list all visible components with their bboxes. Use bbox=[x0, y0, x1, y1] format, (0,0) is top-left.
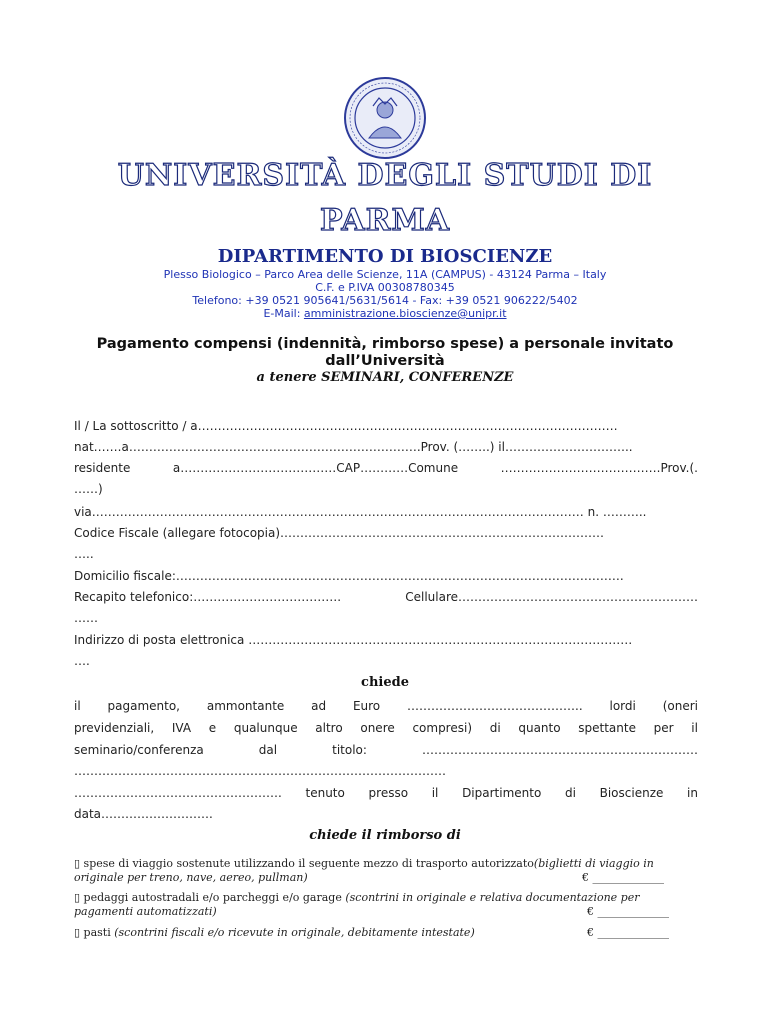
payment-word: previdenziali, bbox=[74, 721, 155, 735]
form-title: Pagamento compensi (indennità, rimborso spese) a personale invitato dall’Università bbox=[96, 336, 674, 369]
email-field-cont[interactable]: …. bbox=[74, 654, 90, 668]
payment-word: tenuto bbox=[305, 786, 345, 800]
payment-word: il bbox=[691, 721, 698, 735]
tolls-amount-field[interactable]: € _____________ bbox=[587, 905, 669, 918]
payment-line-3[interactable] bbox=[74, 743, 698, 757]
tolls-expense-label: pedaggi autostradali e/o parcheggi e/o garage bbox=[80, 891, 346, 904]
payment-date-line[interactable]: data………………………. bbox=[74, 807, 213, 821]
payment-word: Bioscienze bbox=[599, 786, 664, 800]
chiede-heading: chiede bbox=[361, 675, 409, 690]
payment-word: il bbox=[74, 699, 81, 713]
payment-word: per bbox=[653, 721, 674, 735]
payment-word: quanto bbox=[518, 721, 561, 735]
fiscal-domicile-field[interactable]: Domicilio fiscale:…………………………………………………………………………………………………. bbox=[74, 569, 624, 583]
residence-prov-cont[interactable]: ……) bbox=[74, 482, 103, 496]
residence-cap-comune: a…………………………………CAP…………Comune bbox=[172, 461, 459, 475]
payment-word: Euro bbox=[352, 699, 381, 713]
payment-line-5[interactable] bbox=[74, 786, 698, 800]
payment-word: compresi) bbox=[412, 721, 473, 735]
meals-expense-label: pasti bbox=[80, 926, 115, 939]
email-field[interactable]: Indirizzo di posta elettronica …………………………………………………………………………………… bbox=[74, 633, 633, 647]
meals-expense-note: (scontrini fiscali e/o ricevute in originale, debitamente intestate) bbox=[114, 926, 475, 939]
address-line: Plesso Biologico – Parco Area delle Scienze, 11A (CAMPUS) - 43124 Parma – Italy bbox=[163, 268, 607, 281]
checkbox-placeholder-icon[interactable]: ▯ bbox=[74, 891, 81, 904]
payment-word: il bbox=[431, 786, 439, 800]
payment-word: spettante bbox=[578, 721, 636, 735]
tax-code-line: C.F. e P.IVA 00308780345 bbox=[315, 281, 455, 294]
residence-prov: ………………………………….Prov.(. bbox=[500, 461, 698, 475]
payment-word: qualunque bbox=[233, 721, 298, 735]
university-name-line2: PARMA bbox=[319, 203, 451, 238]
street-field[interactable]: via…………………………………………………………………………………………………………… n. ……….. bbox=[74, 505, 647, 519]
payment-word: (oneri bbox=[662, 699, 698, 713]
payment-word: …………………………………….. bbox=[407, 699, 583, 713]
phone-field-cont[interactable]: …… bbox=[74, 611, 98, 625]
payment-word: ……………………………………………. bbox=[74, 786, 282, 800]
travel-expense-note: (biglietti di viaggio in originale per treno, nave, aereo, pullman) bbox=[74, 857, 654, 884]
travel-expense-label: spese di viaggio sostenute utilizzando il seguente mezzo di trasporto autorizzato bbox=[80, 857, 534, 870]
payment-word: …………………………………………………………… bbox=[422, 743, 698, 757]
email-link[interactable]: amministrazione.bioscienze@unipr.it bbox=[303, 307, 507, 320]
payment-line-1 bbox=[74, 699, 698, 713]
payment-word: titolo: bbox=[332, 743, 367, 757]
checkbox-placeholder-icon[interactable]: ▯ bbox=[74, 926, 81, 939]
tax-code-field[interactable]: Codice Fiscale (allegare fotocopia)……………………………………………………………………… bbox=[74, 526, 605, 540]
chiede-rimborso-heading: chiede il rimborso di bbox=[309, 828, 461, 843]
travel-amount-field[interactable]: € _____________ bbox=[582, 871, 664, 884]
payment-word: seminario/conferenza bbox=[74, 743, 204, 757]
phone-label: Recapito telefonico:………………………………. bbox=[74, 590, 342, 604]
payment-line-4[interactable]: ………………………………………………………………………………… bbox=[74, 764, 446, 778]
form-subtitle: a tenere SEMINARI, CONFERENZE bbox=[256, 370, 514, 385]
phone-fax-line: Telefono: +39 0521 905641/5631/5614 - Fax: +39 0521 906222/5402 bbox=[192, 294, 578, 307]
payment-word: IVA bbox=[171, 721, 192, 735]
payment-word: di bbox=[489, 721, 501, 735]
meals-expense-item bbox=[74, 926, 574, 940]
checkbox-placeholder-icon[interactable]: ▯ bbox=[74, 857, 81, 870]
tolls-expense-note: (scontrini in originale e relativa documentazione per pagamenti automatizzati) bbox=[74, 891, 640, 918]
payment-word: lordi bbox=[609, 699, 636, 713]
payment-word: dal bbox=[258, 743, 278, 757]
payment-word: pagamento, bbox=[107, 699, 180, 713]
phone-field[interactable] bbox=[74, 590, 698, 604]
email-line bbox=[0, 307, 770, 320]
payment-word: in bbox=[687, 786, 698, 800]
payment-word: onere bbox=[360, 721, 395, 735]
payment-word: di bbox=[564, 786, 576, 800]
birth-field[interactable]: nat…….a……………………………………………………………….Prov. (……..) il………………………….. bbox=[74, 440, 633, 454]
residence-label: residente bbox=[74, 461, 131, 475]
payment-line-2 bbox=[74, 721, 698, 735]
payment-word: ammontante bbox=[206, 699, 285, 713]
tax-code-field-cont[interactable]: ….. bbox=[74, 547, 94, 561]
residence-field[interactable] bbox=[74, 461, 698, 475]
signatory-field[interactable]: Il / La sottoscritto / a…………………………………………………………………………………………… bbox=[74, 419, 618, 433]
mobile-label: Cellulare…………………………………………………… bbox=[405, 590, 698, 604]
payment-word: ad bbox=[311, 699, 327, 713]
meals-amount-field[interactable]: € _____________ bbox=[587, 926, 669, 939]
payment-word: altro bbox=[315, 721, 343, 735]
payment-word: e bbox=[208, 721, 217, 735]
university-seal-logo bbox=[343, 76, 427, 160]
university-name-line1: UNIVERSITÀ DEGLI STUDI DI bbox=[117, 158, 653, 193]
payment-word: presso bbox=[368, 786, 409, 800]
payment-word: Dipartimento bbox=[462, 786, 542, 800]
department-name: DIPARTIMENTO DI BIOSCIENZE bbox=[217, 246, 553, 267]
email-label: E-Mail: bbox=[263, 307, 304, 320]
